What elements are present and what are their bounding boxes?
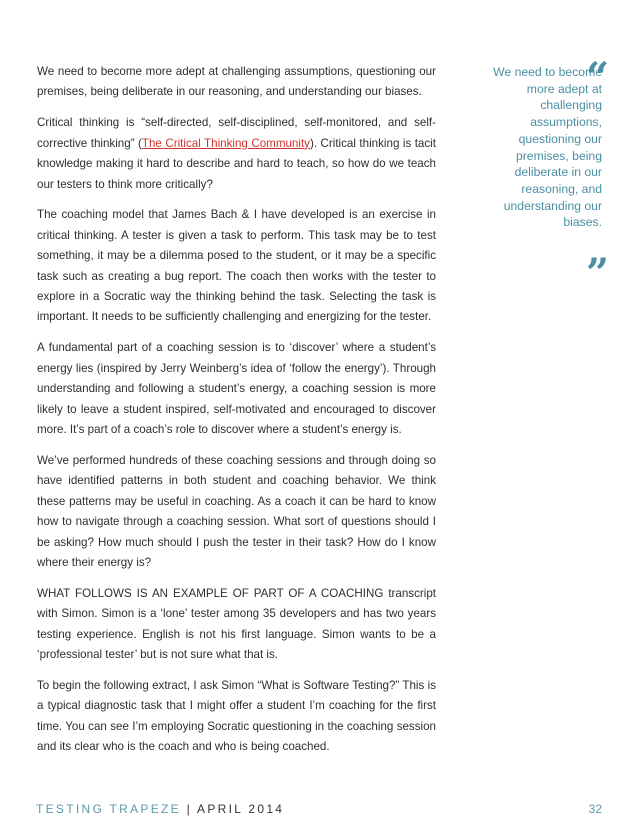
paragraph-7: To begin the following extract, I ask Simon “What is Software Testing?” This is a typical diagnostic task that I might offer a student I’m coaching for the first time. You can see I’m employing Socratic questioning in the coaching session and its clear who is the coach and who is being coached. [37,678,436,754]
paragraph-3: The coaching model that James Bach & I have developed is an exercise in critical thinking. A tester is given a task to perform. This task may be to test something, it may be a dilemma posed to the student, or it may be a specific task such as creating a bug report. The coach then works with the tester to explore in a Socratic way the thinking behind the task. Selecting the task is important. It needs to be sufficiently challenging and energizing for the tester. [37,208,436,324]
magazine-title: TESTING TRAPEZE [36,802,181,816]
paragraph-2-before: Critical thinking is “self-directed, self-disciplined, self-monitored, and self-corrective thinking” ( [37,116,436,150]
open-quote-mark: “ [586,54,610,101]
close-quote-mark: ” [586,250,610,297]
critical-thinking-community-link[interactable]: The Critical Thinking Community [141,136,310,150]
paragraph-2 [37,113,436,195]
article-body [37,62,436,768]
footer-masthead [36,802,284,816]
footer-separator: | [186,802,193,816]
paragraph-1: We need to become more adept at challenging assumptions, questioning our premises, being deliberate in our reasoning, and understanding our biases. [37,65,436,99]
issue-date: APRIL 2014 [197,802,285,816]
paragraph-6: WHAT FOLLOWS IS AN EXAMPLE OF PART OF A COACHING transcript with Simon. Simon is a ‘lone’ tester among 35 developers and has two years testing experience. English is not his first language. Simon wants to be a ‘professional tester’ but is not sure what that is. [37,586,436,662]
paragraph-4: A fundamental part of a coaching session is to ‘discover’ where a student’s energy lies (inspired by Jerry Weinberg’s idea of ‘follow the energy’). Through understanding and following a student’s energy, a coaching session is more likely to leave a student inspired, self-motivated and encouraged to discover more. It’s part of a coach’s role to discover where a student’s energy is. [37,341,436,436]
paragraph-5: We’ve performed hundreds of these coaching sessions and through doing so have identified patterns in both student and coaching behavior. We think these patterns may be useful in coaching. As a coach it can be hard to know how to navigate through a coaching session. What sort of questions should I be asking? How much should I push the tester in their task? How do I know where their energy is? [37,453,436,569]
page-number: 32 [588,802,602,816]
pull-quote: We need to become more adept at challenging assumptions, questioning our premises, being deliberate in our reasoning, and understanding our biases. [493,65,602,230]
paragraph-2-after: ). Critical thinking is tacit knowledge making it hard to describe and hard to teach, so how do we teach our testers to think more critically? [37,136,436,191]
